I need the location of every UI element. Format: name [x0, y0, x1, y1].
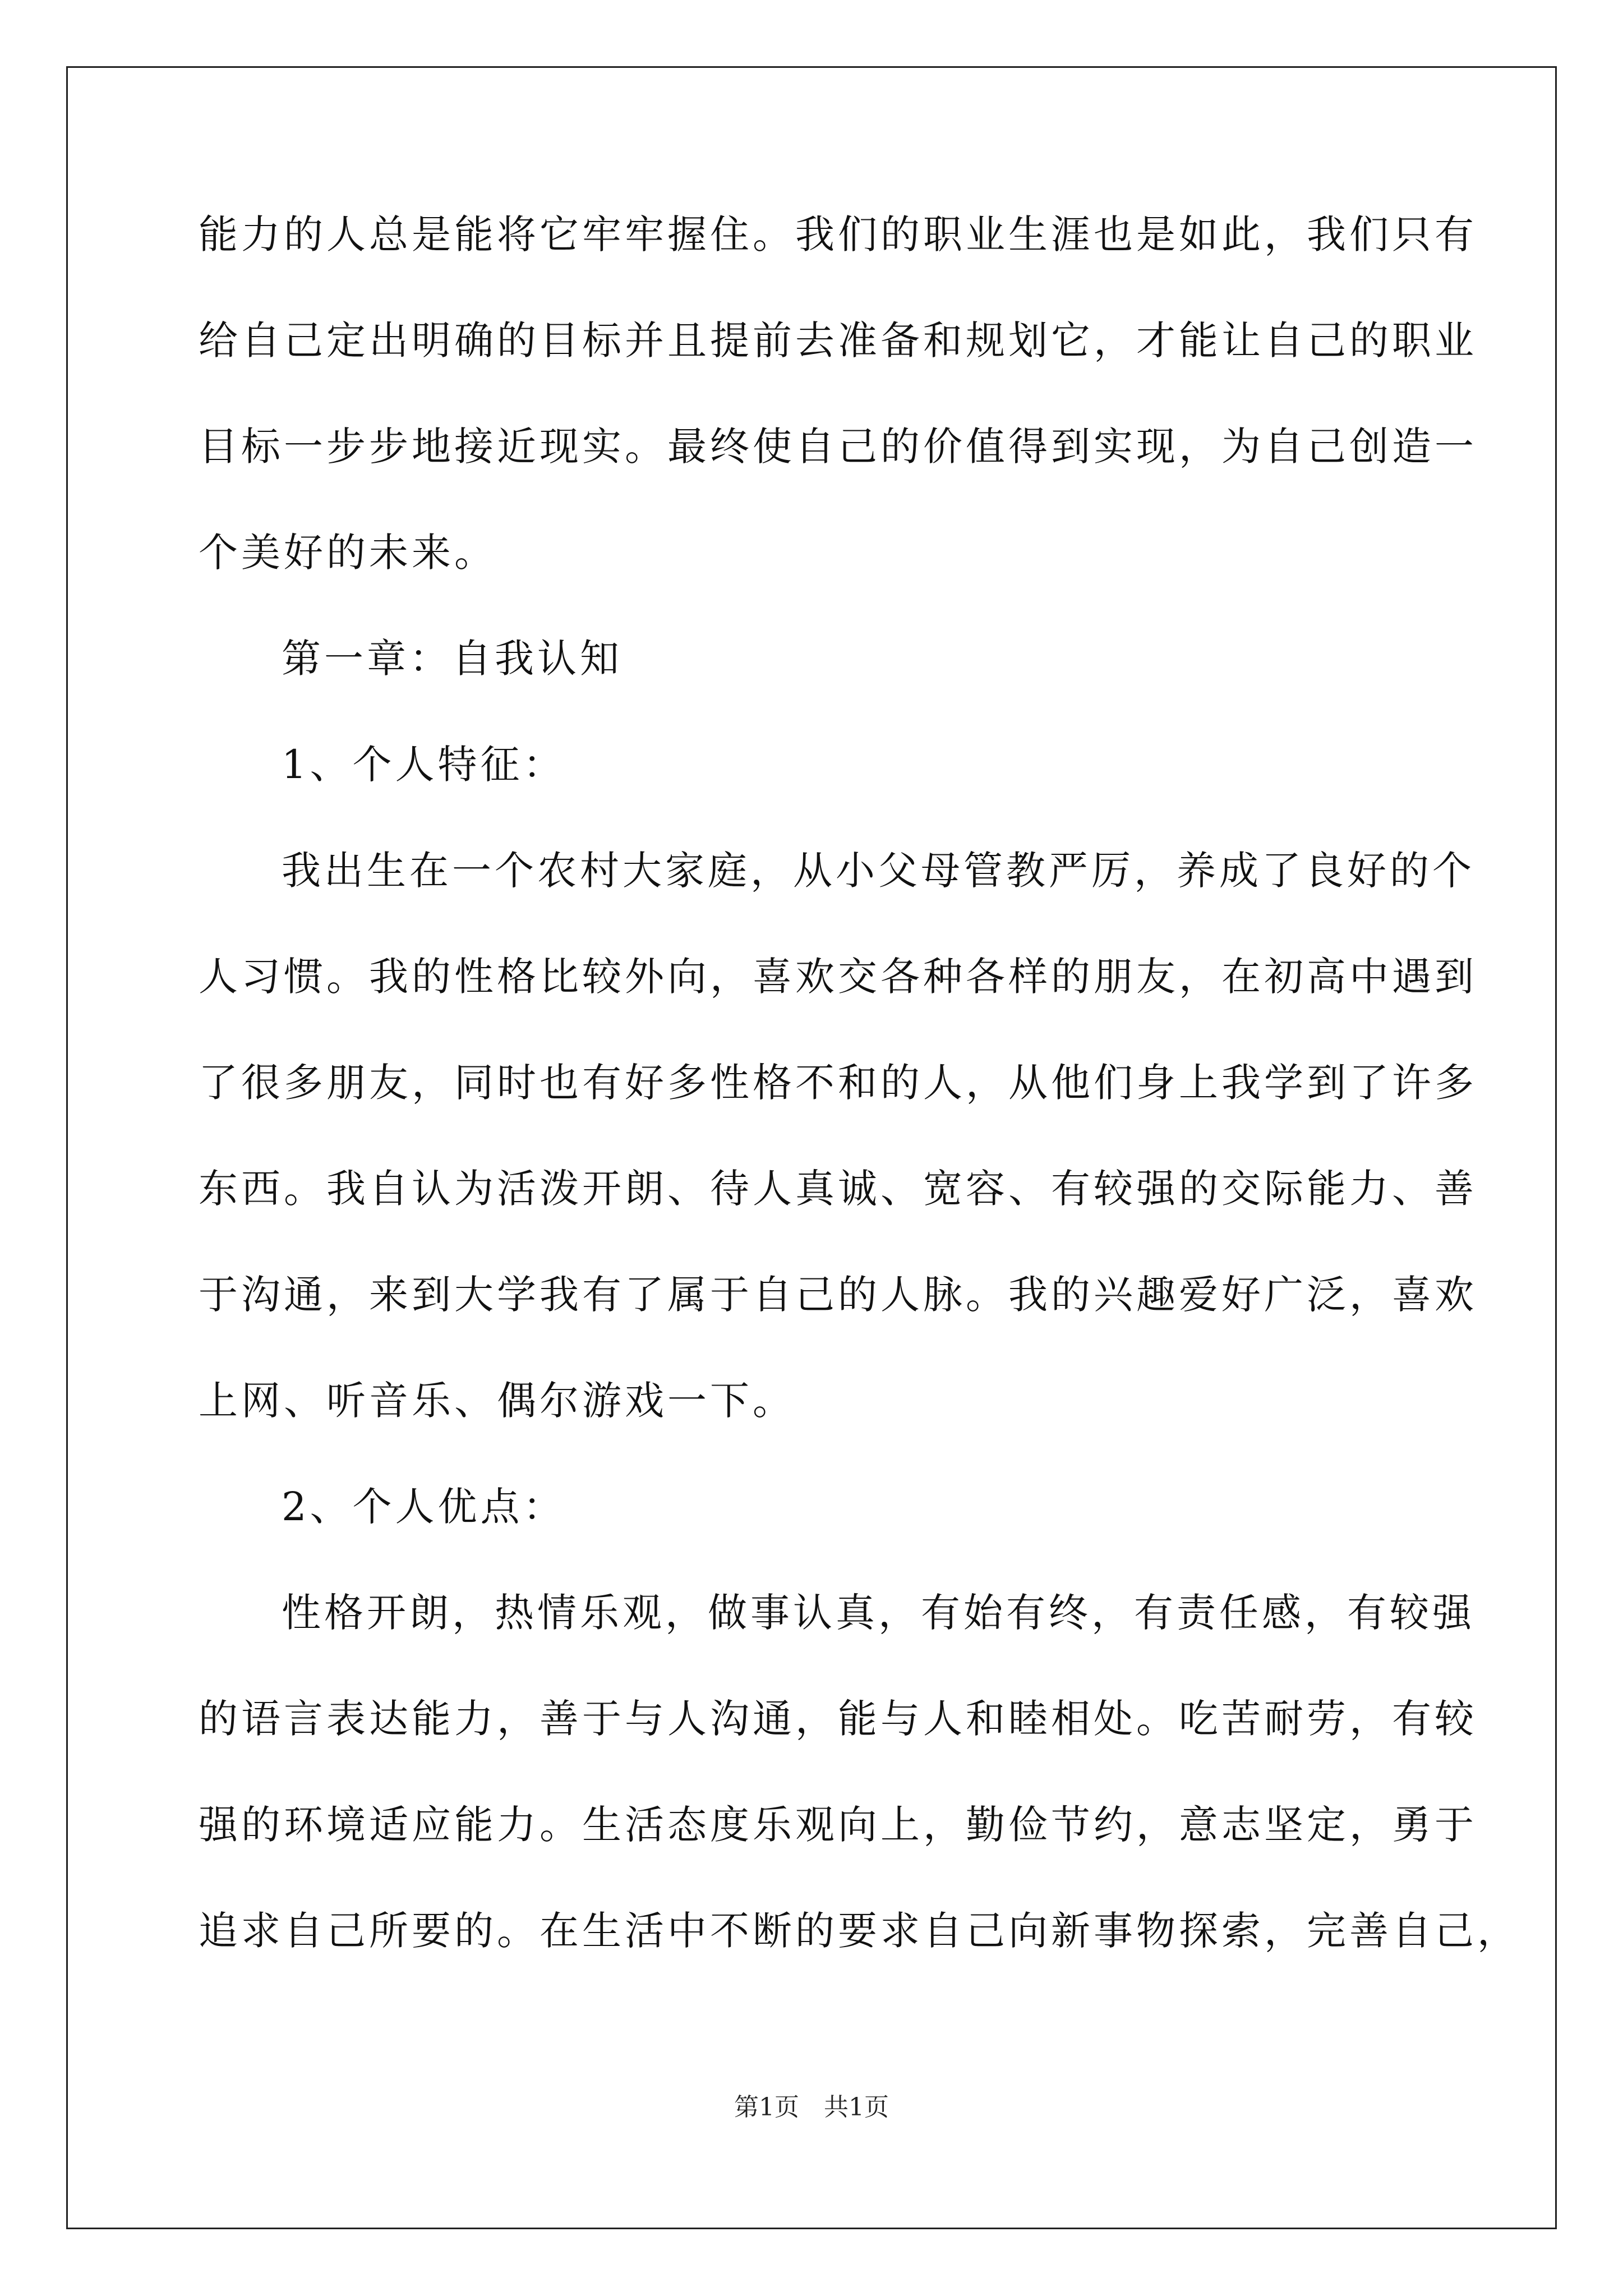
text-line-1: 能力的人总是能将它牢牢握住。我们的职业生涯也是如此，我们只有 — [199, 211, 1477, 257]
chapter-heading: 第一章：自我认知 — [282, 636, 623, 682]
page-footer: 第1页 共1页 — [734, 2093, 889, 2122]
text-line-14: 性格开朗，热情乐观，做事认真，有始有终，有责任感，有较强 — [282, 1590, 1475, 1636]
text-line-17: 追求自己所要的。在生活中不断的要求自己向新事物探索，完善自己， — [199, 1908, 1520, 1954]
section-heading-strengths: 2、个人优点： — [282, 1484, 566, 1530]
text-line-10: 东西。我自认为活泼开朗、待人真诚、宽容、有较强的交际能力、善 — [199, 1166, 1477, 1212]
text-line-7: 我出生在一个农村大家庭，从小父母管教严厉，养成了良好的个 — [282, 848, 1475, 894]
text-line-11: 于沟通，来到大学我有了属于自己的人脉。我的兴趣爱好广泛，喜欢 — [199, 1272, 1477, 1318]
text-line-3: 目标一步步地接近现实。最终使自己的价值得到实现，为自己创造一 — [199, 424, 1477, 470]
text-line-9: 了很多朋友，同时也有好多性格不和的人，从他们身上我学到了许多 — [199, 1060, 1477, 1106]
text-line-12: 上网、听音乐、偶尔游戏一下。 — [199, 1378, 795, 1424]
text-line-8: 人习惯。我的性格比较外向，喜欢交各种各样的朋友，在初高中遇到 — [199, 954, 1477, 1000]
text-line-2: 给自己定出明确的目标并且提前去准备和规划它，才能让自己的职业 — [199, 318, 1477, 364]
document-body — [199, 208, 1520, 2010]
text-line-4: 个美好的未来。 — [199, 530, 497, 576]
section-heading-personal-traits: 1、个人特征： — [282, 742, 566, 788]
text-line-15: 的语言表达能力，善于与人沟通，能与人和睦相处。吃苦耐劳，有较 — [199, 1696, 1477, 1742]
text-line-16: 强的环境适应能力。生活态度乐观向上，勤俭节约，意志坚定，勇于 — [199, 1802, 1477, 1848]
